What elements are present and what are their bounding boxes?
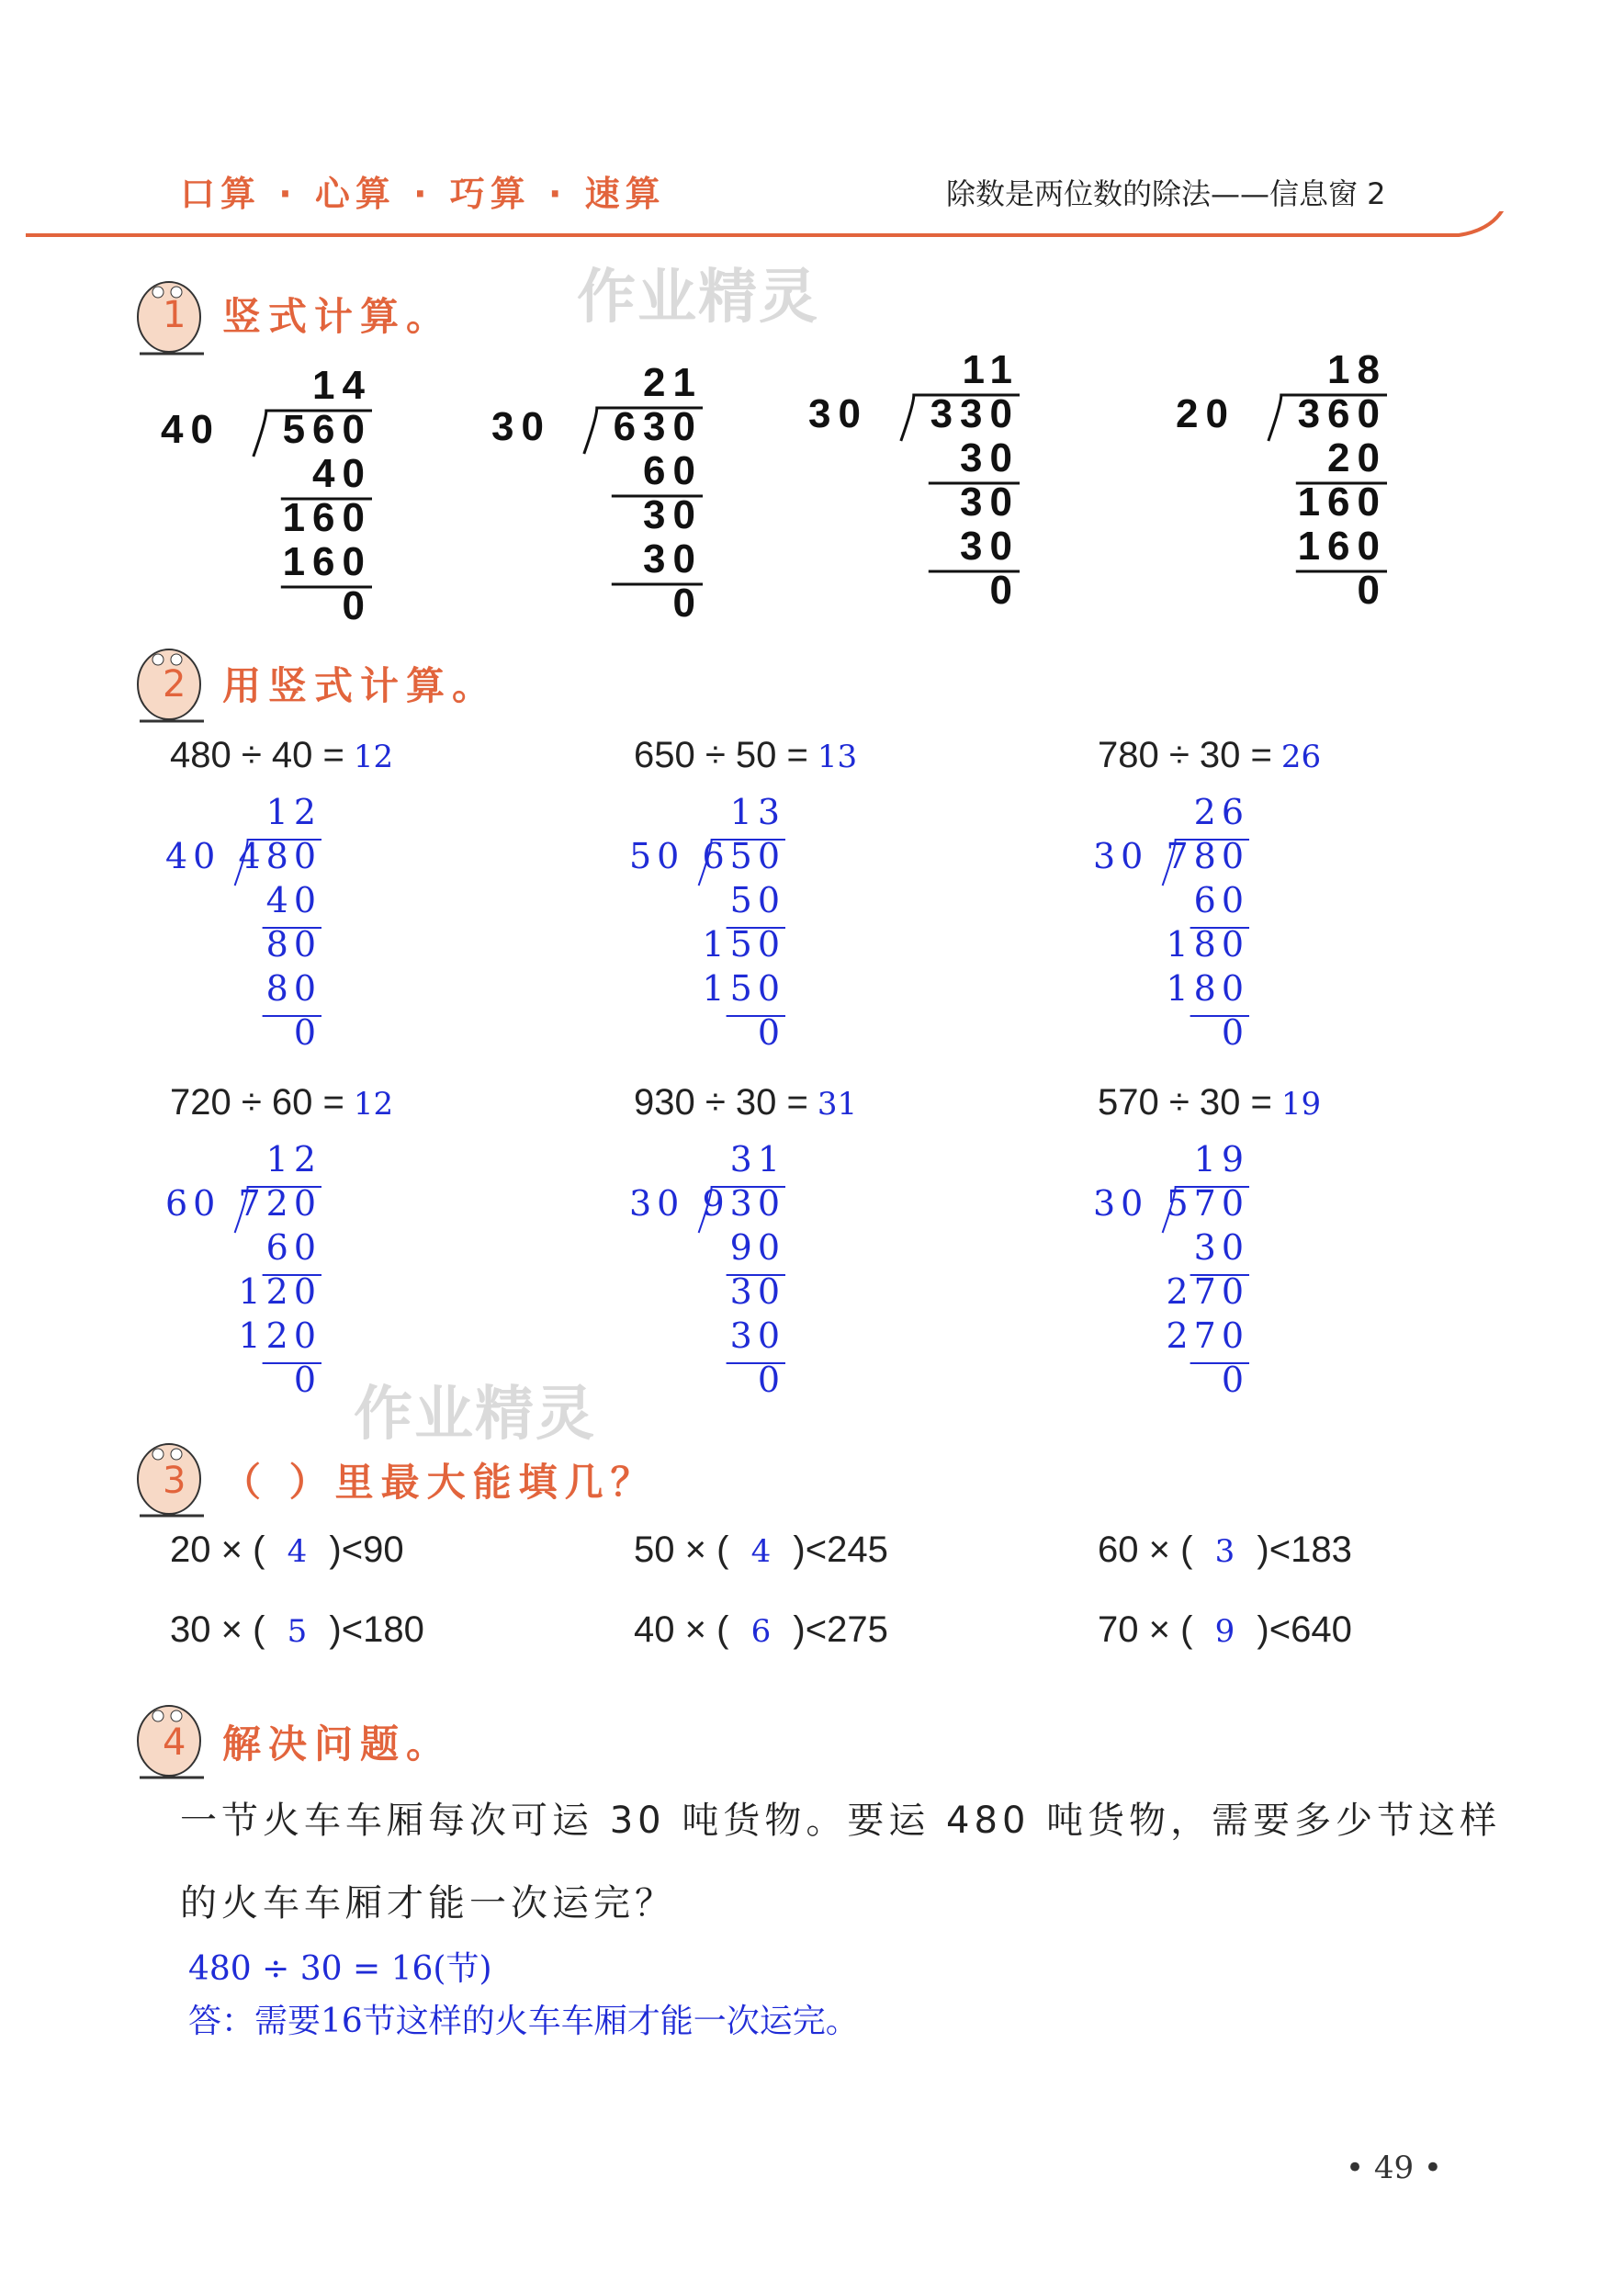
quotient: 19 xyxy=(1193,1139,1249,1180)
step-value: 160 xyxy=(1297,480,1387,525)
step-value: 30 xyxy=(960,480,1020,525)
long-division xyxy=(1176,347,1396,630)
fill-in-row xyxy=(1098,1529,1352,1571)
equation-expression: 780 ÷ 30 = xyxy=(1098,735,1272,775)
divisor: 30 xyxy=(491,404,551,449)
step-value: 0 xyxy=(293,1012,321,1053)
step-value: 180 xyxy=(1166,968,1249,1009)
division-lines xyxy=(1176,347,1396,630)
step-value: 30 xyxy=(960,435,1020,480)
equation xyxy=(634,1082,857,1123)
equation-answer: 12 xyxy=(353,739,394,775)
fill-in-value[interactable]: 4 xyxy=(287,1533,308,1570)
division-bracket xyxy=(254,411,372,457)
division-lines xyxy=(161,363,381,646)
dividend: 330 xyxy=(930,391,1020,436)
step-value: 0 xyxy=(1221,1012,1249,1053)
fill-in-value[interactable]: 9 xyxy=(1214,1613,1235,1650)
quotient: 12 xyxy=(265,792,321,832)
problem-line-2: 的火车车厢才能一次运完？ xyxy=(180,1882,676,1924)
divisor: 30 xyxy=(629,1183,685,1224)
long-division xyxy=(808,347,1029,630)
section-number: 2 xyxy=(163,663,186,705)
equation-answer: 12 xyxy=(353,1086,394,1123)
equation xyxy=(170,1082,393,1123)
fill-in-right: )<245 xyxy=(793,1529,888,1570)
step-value: 180 xyxy=(1166,924,1249,965)
quotient: 14 xyxy=(312,363,372,408)
fill-in-left: 40 × ( xyxy=(634,1609,729,1650)
division-bracket xyxy=(901,395,1020,441)
dividend: 570 xyxy=(1166,1183,1249,1224)
fill-in-value[interactable]: 4 xyxy=(750,1533,772,1570)
step-value: 90 xyxy=(729,1227,785,1268)
step-value: 160 xyxy=(282,539,372,584)
equation xyxy=(170,735,393,776)
solution-expression: 480 ÷ 30 = 16(节) xyxy=(188,1950,492,1988)
fill-in-value[interactable]: 5 xyxy=(287,1613,308,1650)
step-value: 0 xyxy=(672,581,703,626)
section-number: 1 xyxy=(163,294,186,336)
divisor: 40 xyxy=(161,407,220,452)
dividend: 630 xyxy=(613,404,703,449)
step-value: 60 xyxy=(643,448,703,493)
step-value: 150 xyxy=(702,924,785,965)
section-title: 用竖式计算。 xyxy=(222,663,499,708)
dividend: 650 xyxy=(702,836,785,876)
step-value: 0 xyxy=(1221,1360,1249,1400)
step-value: 30 xyxy=(1193,1227,1249,1268)
quotient: 12 xyxy=(265,1139,321,1180)
division-bracket xyxy=(699,840,785,886)
dividend: 780 xyxy=(1166,836,1249,876)
step-value: 60 xyxy=(1193,880,1249,920)
divisor: 30 xyxy=(1093,1183,1149,1224)
section-2-head xyxy=(121,634,499,739)
step-value: 30 xyxy=(643,492,703,537)
step-value: 120 xyxy=(238,1315,321,1356)
long-division xyxy=(629,792,795,1075)
solution-answer: 答：需要16节这样的火车车厢才能一次运完。 xyxy=(188,2003,859,2040)
long-division xyxy=(161,363,381,646)
fill-in-row xyxy=(634,1609,888,1651)
divisor: 60 xyxy=(165,1183,221,1224)
step-value: 270 xyxy=(1166,1271,1249,1312)
long-division xyxy=(165,792,331,1075)
step-value: 20 xyxy=(1327,435,1387,480)
equation-expression: 570 ÷ 30 = xyxy=(1098,1082,1272,1123)
step-value: 50 xyxy=(729,880,785,920)
fill-in-value[interactable]: 3 xyxy=(1214,1533,1235,1570)
step-value: 0 xyxy=(757,1012,785,1053)
step-value: 40 xyxy=(312,451,372,496)
division-lines xyxy=(808,347,1029,630)
step-value: 30 xyxy=(960,524,1020,569)
header-rule xyxy=(26,211,1514,248)
section-title: （ ）里最大能填几？ xyxy=(222,1460,657,1505)
step-value: 0 xyxy=(342,583,372,628)
division-bracket xyxy=(235,1187,321,1233)
fill-in-left: 50 × ( xyxy=(634,1529,729,1570)
section-1-head xyxy=(121,266,453,371)
fill-in-left: 70 × ( xyxy=(1098,1609,1193,1650)
step-value: 60 xyxy=(265,1227,321,1268)
section-4-head xyxy=(121,1690,453,1795)
equation xyxy=(1098,735,1321,776)
divisor: 20 xyxy=(1176,391,1235,436)
equation-answer: 19 xyxy=(1280,1086,1322,1123)
division-lines xyxy=(1093,1139,1258,1422)
step-value: 30 xyxy=(729,1315,785,1356)
page-number: • 49 • xyxy=(1346,2150,1442,2186)
divisor: 30 xyxy=(808,391,868,436)
divisor: 50 xyxy=(629,836,685,876)
section-number: 3 xyxy=(163,1460,186,1502)
divisor: 40 xyxy=(165,836,221,876)
division-bracket xyxy=(699,1187,785,1233)
division-bracket xyxy=(1163,1187,1249,1233)
division-lines xyxy=(629,1139,795,1422)
problem-line-1: 一节火车车厢每次可运 30 吨货物。要运 480 吨货物，需要多少节这样 xyxy=(180,1800,1502,1842)
fill-in-row xyxy=(1098,1609,1352,1651)
step-value: 40 xyxy=(265,880,321,920)
quotient: 21 xyxy=(643,360,703,405)
fill-in-left: 60 × ( xyxy=(1098,1529,1193,1570)
step-value: 270 xyxy=(1166,1315,1249,1356)
equation-expression: 650 ÷ 50 = xyxy=(634,735,808,775)
fill-in-row xyxy=(170,1609,424,1651)
equation-answer: 13 xyxy=(817,739,858,775)
equation-answer: 26 xyxy=(1280,739,1322,775)
step-value: 0 xyxy=(757,1360,785,1400)
equation-answer: 31 xyxy=(817,1086,858,1123)
section-title: 竖式计算。 xyxy=(222,294,453,339)
equation-expression: 480 ÷ 40 = xyxy=(170,735,344,775)
long-division xyxy=(1093,1139,1258,1422)
fill-in-right: )<180 xyxy=(329,1609,424,1650)
fill-in-left: 20 × ( xyxy=(170,1529,265,1570)
step-value: 0 xyxy=(989,568,1020,613)
division-lines xyxy=(1093,792,1258,1075)
step-value: 160 xyxy=(282,495,372,540)
fill-in-right: )<275 xyxy=(793,1609,888,1650)
quotient: 11 xyxy=(962,347,1020,392)
division-bracket xyxy=(235,840,321,886)
divisor: 30 xyxy=(1093,836,1149,876)
header-right-title: 除数是两位数的除法——信息窗 2 xyxy=(946,176,1386,211)
dividend: 360 xyxy=(1297,391,1387,436)
step-value: 160 xyxy=(1297,524,1387,569)
fill-in-right: )<640 xyxy=(1257,1609,1352,1650)
equation-expression: 930 ÷ 30 = xyxy=(634,1082,808,1123)
quotient: 31 xyxy=(729,1139,785,1180)
long-division xyxy=(165,1139,331,1422)
fill-in-left: 30 × ( xyxy=(170,1609,265,1650)
division-lines xyxy=(165,1139,331,1422)
step-value: 30 xyxy=(729,1271,785,1312)
division-bracket xyxy=(584,408,703,454)
dividend: 480 xyxy=(238,836,321,876)
equation xyxy=(1098,1082,1321,1123)
long-division xyxy=(491,360,712,643)
fill-in-right: )<90 xyxy=(329,1529,404,1570)
equation xyxy=(634,735,857,776)
fill-in-row xyxy=(634,1529,888,1571)
header-left-title: 口算 · 心算 · 巧算 · 速算 xyxy=(180,174,666,214)
dividend: 720 xyxy=(238,1183,321,1224)
section-title: 解决问题。 xyxy=(222,1721,453,1766)
step-value: 0 xyxy=(293,1360,321,1400)
step-value: 120 xyxy=(238,1271,321,1312)
quotient: 13 xyxy=(729,792,785,832)
fill-in-row xyxy=(170,1529,404,1571)
watermark: 作业精灵 xyxy=(354,1381,596,1449)
step-value: 30 xyxy=(643,536,703,581)
division-bracket xyxy=(1269,395,1387,441)
step-value: 80 xyxy=(265,924,321,965)
quotient: 18 xyxy=(1327,347,1387,392)
long-division xyxy=(629,1139,795,1422)
section-3-head xyxy=(121,1428,657,1533)
section-number: 4 xyxy=(163,1721,186,1764)
watermark: 作业精灵 xyxy=(577,264,819,332)
division-lines xyxy=(491,360,712,643)
step-value: 0 xyxy=(1357,568,1387,613)
fill-in-value[interactable]: 6 xyxy=(750,1613,772,1650)
division-lines xyxy=(165,792,331,1075)
dividend: 930 xyxy=(702,1183,785,1224)
division-bracket xyxy=(1163,840,1249,886)
step-value: 150 xyxy=(702,968,785,1009)
division-lines xyxy=(629,792,795,1075)
dividend: 560 xyxy=(282,407,372,452)
quotient: 26 xyxy=(1193,792,1249,832)
step-value: 80 xyxy=(265,968,321,1009)
equation-expression: 720 ÷ 60 = xyxy=(170,1082,344,1123)
fill-in-right: )<183 xyxy=(1257,1529,1352,1570)
long-division xyxy=(1093,792,1258,1075)
